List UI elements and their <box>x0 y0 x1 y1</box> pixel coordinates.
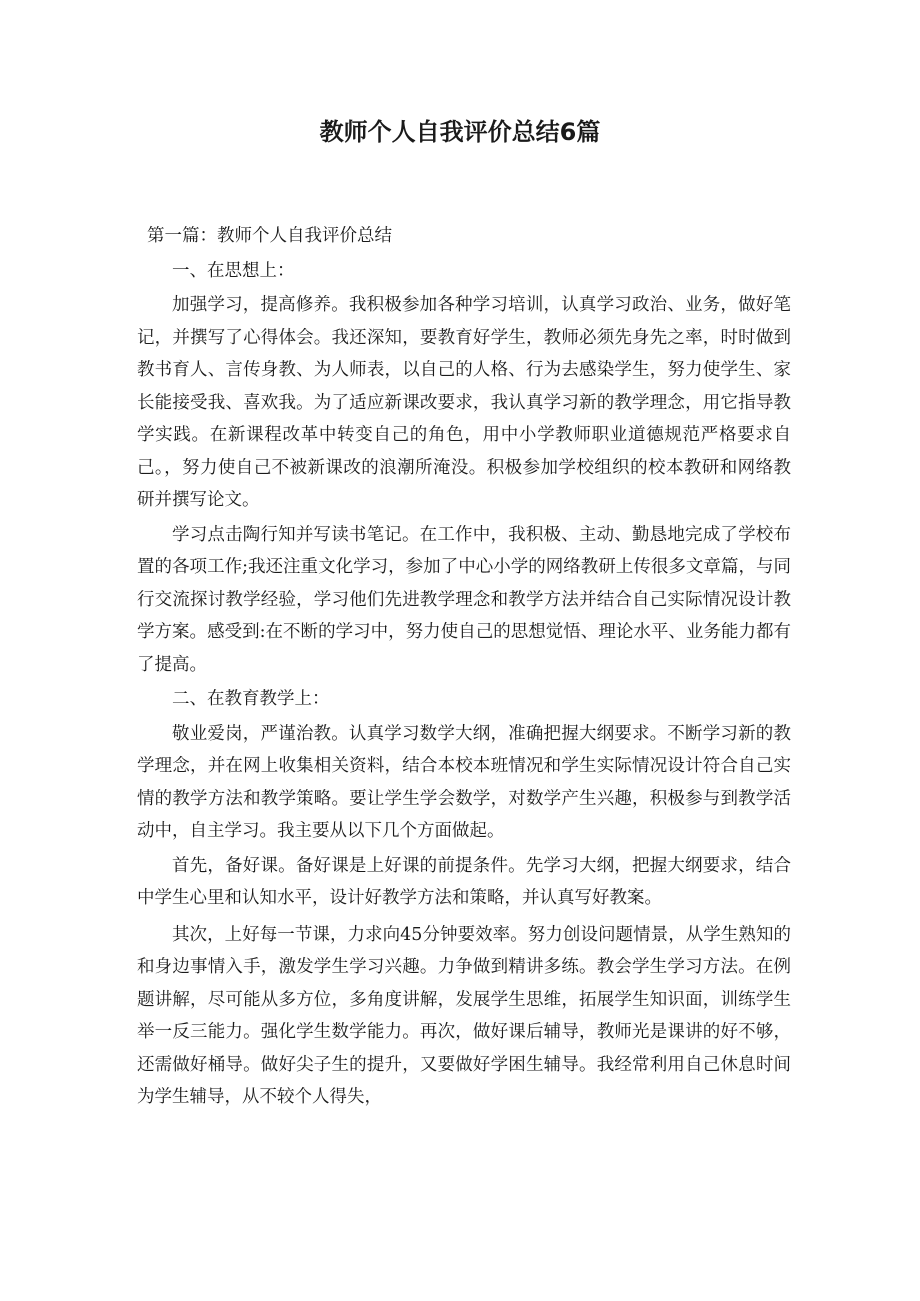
document-title: 教师个人自我评价总结6篇 <box>319 118 601 146</box>
paragraph: 首先，备好课。备好课是上好课的前提条件。先学习大纲，把握大纲要求，结合中学生心里和认知水平，设计好教学方法和策略，并认真写好教案。 <box>137 855 791 908</box>
paragraph: 学习点击陶行知并写读书笔记。在工作中，我积极、主动、勤恳地完成了学校布置的各项工作;我还注重文化学习，参加了中心小学的网络教研上传很多文章篇，与同行交流探讨教学经验，学习他们先进教学理念和教学方法并结合自己实际情况设计教学方案。感受到:在不断的学习中，努力使自己的思想觉悟、理论水平、业务能力都有了提高。 <box>137 524 791 675</box>
paragraph: 敬业爱岗，严谨治教。认真学习数学大纲，准确把握大纲要求。不断学习新的教学理念，并在网上收集相关资料，结合本校本班情况和学生实际情况设计符合自己实情的教学方法和教学策略。要让学生学会数学，对数学产生兴趣，积极参与到教学活动中，自主学习。我主要从以下几个方面做起。 <box>137 723 791 841</box>
subheading-teaching: 二、在教育教学上： <box>172 689 330 709</box>
paragraph: 加强学习，提高修养。我积极参加各种学习培训，认真学习政治、业务，做好笔记，并撰写了心得体会。我还深知，要教育好学生，教师必须先身先之率，时时做到教书育人、言传身教、为人师表，以自己的人格、行为去感染学生，努力使学生、家长能接受我、喜欢我。为了适应新课改要求，我认真学习新的教学理念，用它指导教学实践。在新课程改革中转变自己的角色，用中小学教师职业道德规范严格要求自己。，努力使自己不被新课改的浪潮所淹没。积极参加学校组织的校本教研和网络教研并撰写论文。 <box>137 295 791 510</box>
subheading-thought: 一、在思想上： <box>172 260 295 281</box>
section-heading: 第一篇：教师个人自我评价总结 <box>147 226 392 246</box>
paragraph: 其次，上好每一节课，力求向45分钟要效率。努力创设问题情景，从学生熟知的和身边事情入手，激发学生学习兴趣。力争做到精讲多练。教会学生学习方法。在例题讲解，尽可能从多方位，多角度讲解，发展学生思维，拓展学生知识面，训练学生举一反三能力。强化学生数学能力。再次，做好课后辅导，教师光是课讲的好不够，还需做好桶导。做好尖子生的提升，又要做好学困生辅导。我经常利用自己休息时间为学生辅导，从不较个人得失， <box>137 924 791 1107</box>
document-body <box>137 220 791 1116</box>
